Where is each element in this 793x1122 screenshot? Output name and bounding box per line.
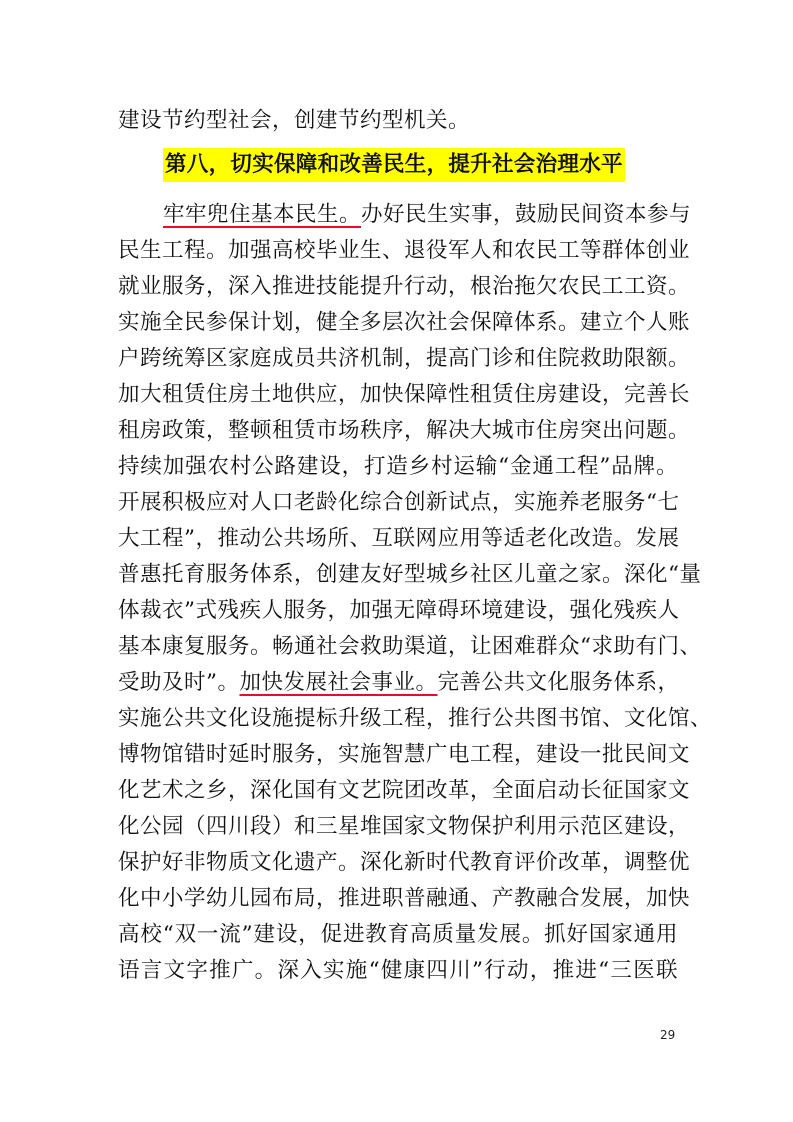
text-line-9: 租房政策，整顿租赁市场秩序，解决大城市住房突出问题。 [118, 418, 691, 443]
text-line-5: 就业服务，深入推进技能提升行动，根治拖欠农民工工资。 [118, 274, 691, 299]
text-line-10: 持续加强农村公路建设，打造乡村运输“金通工程”品牌。 [118, 454, 678, 479]
text-line-20: 化公园（四川段）和三星堆国家文物保护利用示范区建设， [118, 814, 691, 839]
section-heading: 第八，切实保障和改善民生，提升社会治理水平 [163, 148, 625, 182]
text-line-11: 开展积极应对人口老龄化综合创新试点，实施养老服务“七 [118, 490, 680, 515]
text-line-6: 实施全民参保计划，健全多层次社会保障体系。建立个人账 [118, 310, 691, 335]
text-line-21: 保护好非物质文化遗产。深化新时代教育评价改革，调整优 [118, 850, 691, 875]
text-line-3 [163, 198, 692, 232]
underlined-phrase-social-undertakings: 加快发展社会事业。 [239, 670, 438, 695]
text-line-13: 普惠托育服务体系，创建友好型城乡社区儿童之家。深化“量 [118, 562, 702, 587]
text-line-16 [118, 666, 678, 700]
text-line-4: 民生工程。加强高校毕业生、退役军人和农民工等群体创业 [118, 238, 691, 263]
text-line-17: 实施公共文化设施提标升级工程，推行公共图书馆、文化馆、 [118, 706, 713, 731]
text-line-8: 加大租赁住房土地供应，加快保障性租赁住房建设，完善长 [118, 382, 691, 407]
text-line-14: 体裁衣”式残疾人服务，加强无障碍环境建设，强化残疾人 [118, 598, 680, 623]
text-line-7: 户跨统筹区家庭成员共济机制，提高门诊和住院救助限额。 [118, 346, 691, 371]
text-line-15: 基本康复服务。畅通社会救助渠道，让困难群众“求助有门、 [118, 634, 702, 659]
page-number: 29 [660, 1028, 676, 1042]
text-line-18: 博物馆错时延时服务，实施智慧广电工程，建设一批民间文 [118, 742, 691, 767]
text-line-3-rest: 办好民生实事，鼓励民间资本参与 [361, 202, 692, 227]
text-line-12: 大工程”，推动公共场所、互联网应用等适老化改造。发展 [118, 526, 680, 551]
text-line-16-start: 受助及时”。 [118, 670, 240, 695]
text-line-1: 建设节约型社会，创建节约型机关。 [118, 108, 471, 133]
text-line-24: 语言文字推广。深入实施“健康四川”行动，推进“三医联 [118, 958, 678, 983]
text-line-19: 化艺术之乡，深化国有文艺院团改革，全面启动长征国家文 [118, 778, 691, 803]
text-line-23: 高校“双一流”建设，促进教育高质量发展。抓好国家通用 [118, 922, 678, 947]
text-line-22: 化中小学幼儿园布局，推进职普融通、产教融合发展，加快 [118, 886, 691, 911]
underlined-phrase-basic-livelihood: 牢牢兜住基本民生。 [163, 202, 362, 227]
text-line-16-rest: 完善公共文化服务体系， [437, 670, 680, 695]
